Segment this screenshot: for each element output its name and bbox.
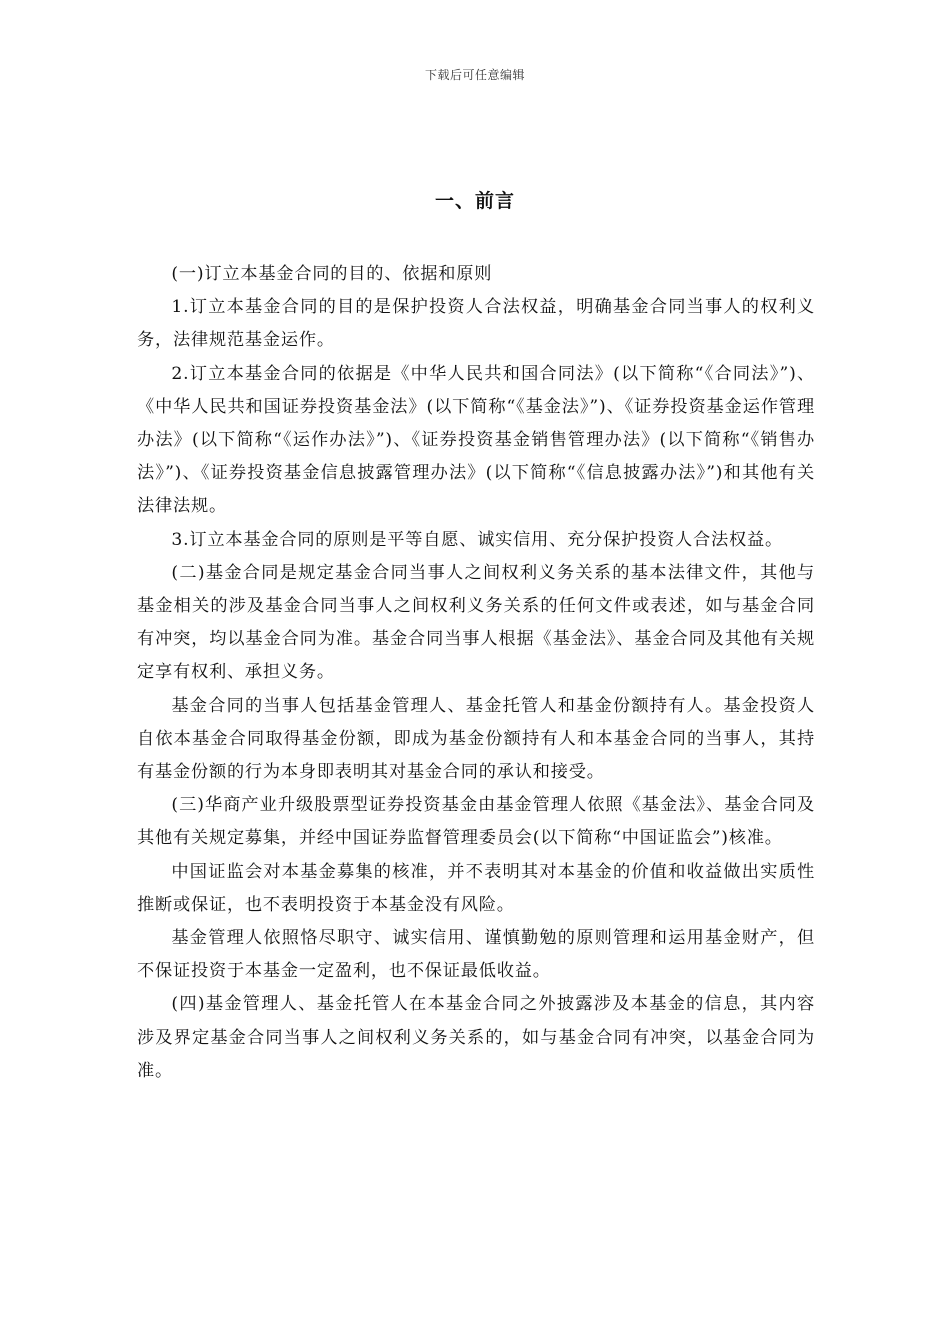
paragraph-contract-nature: (二)基金合同是规定基金合同当事人之间权利义务关系的基本法律文件，其他与基金相关的涉及基金合同当事人之间权利义务关系的任何文件或表述，如与基金合同有冲突，均以基金合同为准。基金合同当事人根据《基金法》、基金合同及其他有关规定享有权利、承担义务。: [137, 562, 815, 683]
paragraph-disclosure-conflict: (四)基金管理人、基金托管人在本基金合同之外披露涉及本基金的信息，其内容涉及界定基金合同当事人之间权利义务关系的，如与基金合同有冲突，以基金合同为准。: [137, 994, 815, 1081]
paragraph-purpose-heading: (一)订立本基金合同的目的、依据和原则: [171, 264, 493, 284]
document-body: [137, 258, 815, 1088]
paragraph-principles: 3.订立本基金合同的原则是平等自愿、诚实信用、充分保护投资人合法权益。: [171, 529, 783, 550]
paragraph-manager-duty: 基金管理人依照恪尽职守、诚实信用、谨慎勤勉的原则管理和运用基金财产，但不保证投资于本基金一定盈利，也不保证最低收益。: [137, 928, 815, 982]
page-header: 下载后可任意编辑: [424, 68, 525, 82]
section-title: 一、前言: [434, 190, 515, 212]
paragraph-purpose: 1.订立本基金合同的目的是保护投资人合法权益，明确基金合同当事人的权利义务，法律规范基金运作。: [137, 297, 815, 351]
paragraph-parties: 基金合同的当事人包括基金管理人、基金托管人和基金份额持有人。基金投资人自依本基金合同取得基金份额，即成为基金份额持有人和本基金合同的当事人，其持有基金份额的行为本身即表明其对基金合同的承认和接受。: [137, 695, 815, 783]
paragraph-csrc-disclaimer: 中国证监会对本基金募集的核准，并不表明其对本基金的价值和收益做出实质性推断或保证，也不表明投资于本基金没有风险。: [137, 861, 815, 915]
paragraph-fund-approval: (三)华商产业升级股票型证券投资基金由基金管理人依照《基金法》、基金合同及其他有关规定募集，并经中国证券监督管理委员会(以下简称“中国证监会”)核准。: [137, 795, 815, 849]
paragraph-legal-basis: 2.订立本基金合同的依据是《中华人民共和国合同法》(以下简称“《合同法》”)、《中华人民共和国证券投资基金法》(以下简称“《基金法》”)、《证券投资基金运作管理办法》(以下简称“《运作办法》”)、《证券投资基金销售管理办法》(以下简称“《销售办法》”)、《证券投资基金信息披露管理办法》(以下简称“《信息披露办法》”)和其他有关法律法规。: [137, 363, 815, 517]
